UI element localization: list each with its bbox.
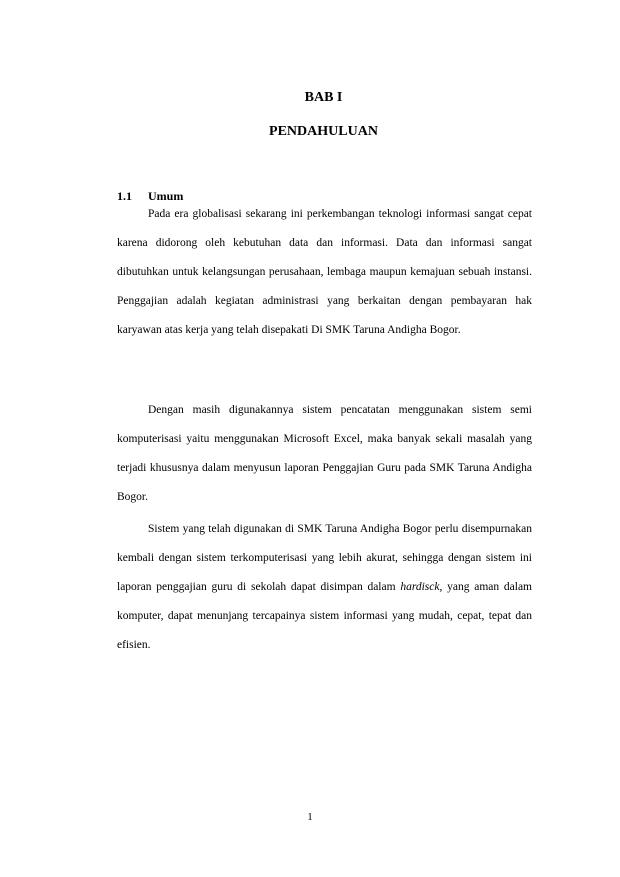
chapter-label: BAB I: [304, 90, 343, 105]
page-number: 1: [307, 811, 313, 823]
paragraph-sistem-terkomputerisasi: [117, 515, 532, 660]
paragraph-text-start: Sistem yang telah digunakan di SMK Taruna Andigha Bogor perlu disempurnakan kembali dengan sistem terkomputerisasi yang lebih akurat, sehingga dengan sistem ini laporan penggajian guru di sekolah dapat disimpan dalam: [117, 523, 532, 593]
paragraph-sistem-pencatatan: Dengan masih digunakannya sistem pencatatan menggunakan sistem semi komputerisasi yaitu menggunakan Microsoft Excel, maka banyak sekali masalah yang terjadi khususnya dalam menyusun laporan Penggajian Guru pada SMK Taruna Andigha Bogor.: [117, 404, 532, 503]
chapter-title: PENDAHULUAN: [269, 124, 378, 139]
section-number: 1.1: [117, 189, 132, 203]
paragraph-text-end: , yang aman dalam komputer, dapat menunjang tercapainya sistem informasi yang mudah, cepat, tepat dan efisien.: [117, 581, 532, 651]
paragraph-globalisasi: Pada era globalisasi sekarang ini perkembangan teknologi informasi sangat cepat karena didorong oleh kebutuhan data dan informasi. Data dan informasi sangat dibutuhkan untuk kelangsungan perusahaan, lembaga maupun kemajuan sebuah instansi. Penggajian adalah kegiatan administrasi yang berkaitan dengan pembayaran hak karyawan atas kerja yang telah disepakati Di SMK Taruna Andigha Bogor.: [117, 208, 532, 336]
section-title: Umum: [148, 189, 184, 203]
italic-term: hardisck: [400, 581, 440, 593]
